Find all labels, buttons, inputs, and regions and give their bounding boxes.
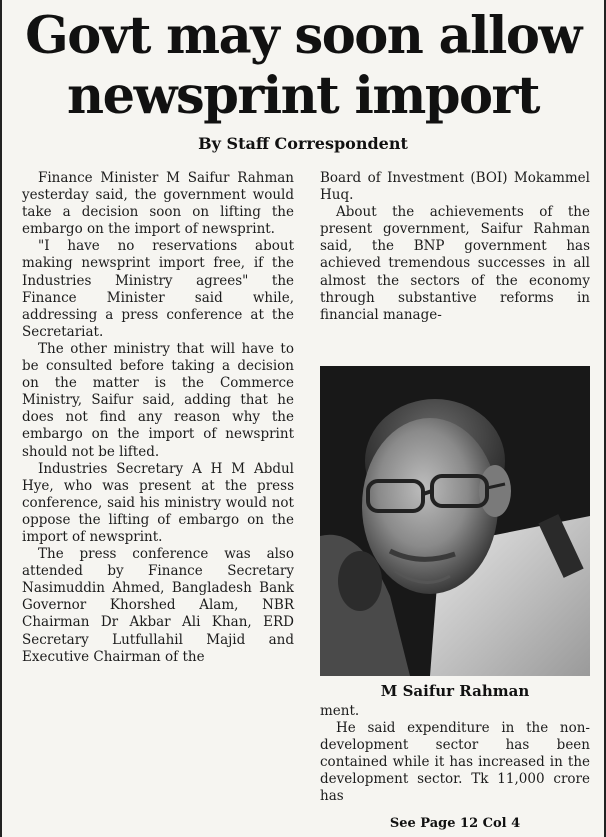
portrait-image	[320, 366, 590, 676]
paragraph: "I have no reservations about making newsprint import free, if the Industries Ministry agrees" the Finance Minister said while, addressing a press conference at the Secretariat.	[22, 238, 294, 340]
portrait-photo	[320, 366, 590, 676]
paragraph: Industries Secretary A H M Abdul Hye, who was present at the press conference, said his ministry would not oppose the lifting of embargo on the import of newsprint.	[22, 460, 294, 545]
continued-on-label: See Page 12 Col 4	[389, 816, 521, 831]
article-column-2-top	[320, 170, 590, 324]
article-column-2-bottom	[320, 703, 590, 806]
paragraph: Board of Investment (BOI) Mokammel Huq.	[320, 170, 590, 204]
paragraph: The other ministry that will have to be consulted before taking a decision on the matter is the Commerce Ministry, Saifur said, adding that he does not find any reason why the embargo on the import of newsprint should not be lifted.	[22, 340, 294, 460]
photo-caption: M Saifur Rahman	[380, 682, 530, 700]
paragraph: Finance Minister M Saifur Rahman yesterday said, the government would take a decision soon on lifting the embargo on the import of newsprint.	[22, 170, 294, 238]
byline: By Staff Correspondent	[198, 134, 408, 153]
paragraph: ment.	[320, 703, 360, 719]
headline-line-2: newsprint import	[67, 66, 539, 126]
headline-line-1: Govt may soon allow	[25, 6, 581, 66]
paragraph: The press conference was also attended by Finance Secretary Nasimuddin Ahmed, Bangladesh Bank Governor Khorshed Alam, NBR Chairman Dr Akbar Ali Khan, ERD Secretary Lutfullahil Majid and Executive Chairman of the	[22, 546, 294, 665]
headline	[2, 0, 604, 126]
paragraph: He said expenditure in the non-development sector has been contained while it has increased in the development sector. Tk 11,000 crore has	[320, 720, 590, 805]
article-column-1	[22, 170, 294, 666]
paragraph: About the achievements of the present government, Saifur Rahman said, the BNP government has achieved tremendous successes in all almost the sectors of the economy through substantive reforms in financial manage-	[320, 204, 590, 323]
